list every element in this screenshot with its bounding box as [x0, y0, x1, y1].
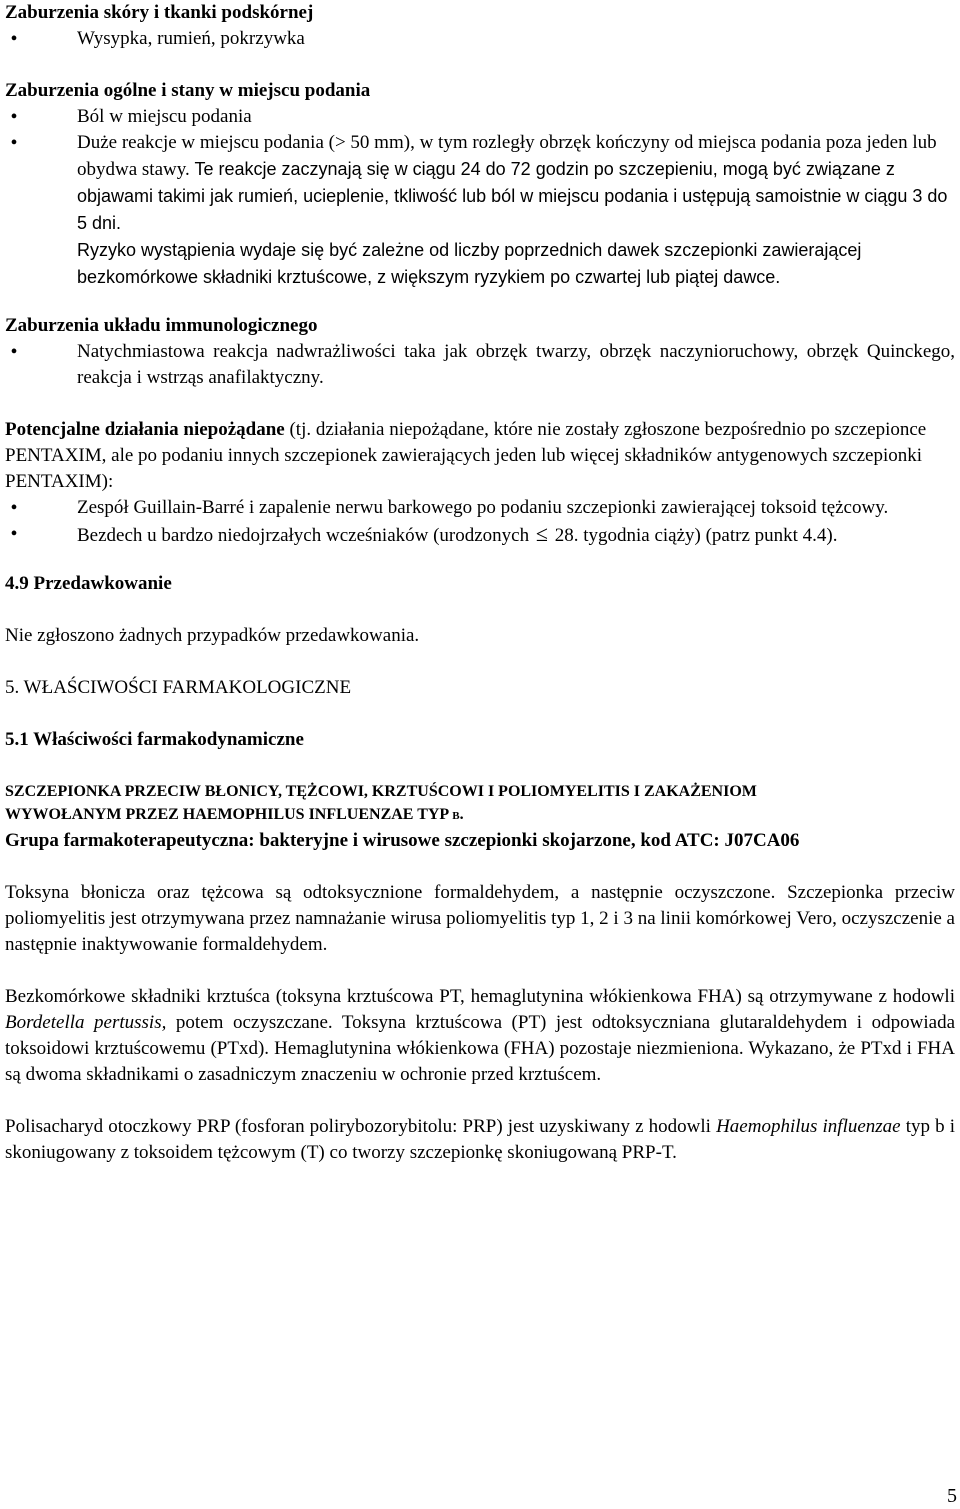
- bullet-icon: •: [10, 497, 18, 519]
- general-list: [5, 104, 955, 291]
- potential-intro: (tj. działania niepożądane, które nie zostały zgłoszone bezpośrednio po szczepionce PENTAXIM, ale po podaniu innych szczepionek zawierających jeden lub więcej składników antygenowych szczepionki PENTAXIM):: [5, 419, 927, 492]
- potential-paragraph: [5, 417, 955, 495]
- list-item-text: 28. tygodnia ciąży) (patrz punkt 4.4).: [549, 525, 838, 546]
- overdose-heading: 4.9 Przedawkowanie: [5, 573, 172, 594]
- skin-list: [5, 26, 955, 52]
- page-number: 5: [947, 1485, 957, 1507]
- immune-heading: Zaburzenia układu immunologicznego: [5, 315, 318, 336]
- bullet-icon: •: [10, 341, 18, 363]
- skin-heading: Zaburzenia skóry i tkanki podskórnej: [5, 2, 314, 23]
- list-item: [5, 104, 955, 130]
- list-item-text: Duże reakcje w miejscu podania (> 50 mm), w tym rozległy obrzęk kończyny od miejsca podania poza jeden lub obydwa stawy.: [77, 132, 937, 180]
- italic-species: Haemophilus influenzae: [716, 1116, 901, 1137]
- list-item-text: Wysypka, rumień, pokrzywka: [77, 28, 305, 49]
- overdose-text: Nie zgłoszono żadnych przypadków przedawkowania.: [5, 625, 420, 646]
- list-item-text-sans: Ryzyko wystąpienia wydaje się być zależne od liczby poprzednich dawek szczepionki zawierającej bezkomórkowe składniki krztuścowe, z większym ryzykiem po czwartej lub piątej dawce.: [77, 240, 862, 287]
- section5-heading: 5. WŁAŚCIWOŚCI FARMAKOLOGICZNE: [5, 677, 352, 698]
- general-heading: Zaburzenia ogólne i stany w miejscu podania: [5, 80, 371, 101]
- list-item: [5, 339, 955, 391]
- list-item-text: Natychmiastowa reakcja nadwrażliwości taka jak obrzęk twarzy, obrzęk naczynioruchowy, obrzęk Quinckego, reakcja i wstrząs anafilaktyczny.: [77, 341, 955, 388]
- bullet-icon: •: [10, 106, 18, 128]
- list-item-text: Bezdech u bardzo niedojrzałych wcześniaków (urodzonych: [77, 525, 534, 546]
- list-item: [5, 521, 955, 549]
- vaccine-name-line2: WYWOŁANYM PRZEZ HAEMOPHILUS INFLUENZAE TYP b.: [5, 806, 464, 823]
- immune-list: [5, 339, 955, 391]
- italic-species: Bordetella pertussis,: [5, 1012, 167, 1033]
- list-item-text-sans: Te reakcje zaczynają się w ciągu 24 do 72 godzin po szczepieniu, mogą być związane z objawami takimi jak rumień, ucieplenie, tkliwość lub ból w miejscu podania i ustępują samoistnie w ciągu 3 do 5 dni.: [77, 159, 948, 233]
- pharmacotherapeutic-group: Grupa farmakoterapeutyczna: bakteryjne i wirusowe szczepionki skojarzone, kod ATC: J07CA06: [5, 830, 800, 851]
- list-item: [5, 26, 955, 52]
- potential-heading: Potencjalne działania niepożądane: [5, 419, 285, 440]
- document-page: [5, 0, 955, 1166]
- less-equal-symbol: ≤: [535, 521, 548, 546]
- text-run: potem oczyszczane. Toksyna krztuścowa (PT) jest odtoksyczniana glutaraldehydem i odpowiada toksoidowi krztuścowemu (PTxd). Hemaglutynina włókienkowa (FHA) pozostaje niezmieniona. Wykazano, że PTxd i FHA są dwoma składnikami o zasadniczym znaczeniu w ochronie przed krztuścem.: [5, 1012, 955, 1085]
- paragraph-toxins: Toksyna błonicza oraz tężcowa są odtoksycznione formaldehydem, a następnie oczyszczone. Szczepionka przeciw poliomyelitis jest otrzymywana przez namnażanie wirusa poliomyelitis typ 1, 2 i 3 na linii komórkowej Vero, oczyszczenie a następnie inaktywowanie formaldehydem.: [5, 882, 955, 955]
- section5-1-heading: 5.1 Właściwości farmakodynamiczne: [5, 729, 304, 750]
- text-run: Polisacharyd otoczkowy PRP (fosforan polirybozorybitolu: PRP) jest uzyskiwany z hodowli: [5, 1116, 717, 1137]
- bullet-icon: •: [10, 132, 18, 154]
- list-item-text: Ból w miejscu podania: [77, 106, 252, 127]
- potential-list: [5, 495, 955, 549]
- paragraph-prp: [5, 1114, 955, 1166]
- bullet-icon: •: [10, 28, 18, 50]
- list-item: [5, 495, 955, 521]
- vaccine-name-line1: SZCZEPIONKA PRZECIW BŁONICY, TĘŻCOWI, KRZTUŚCOWI I POLIOMYELITIS I ZAKAŻENIOM: [5, 783, 757, 800]
- paragraph-pertussis: [5, 984, 955, 1088]
- list-item-text: Zespół Guillain-Barré i zapalenie nerwu barkowego po podaniu szczepionki zawierającej toksoid tężcowy.: [77, 497, 889, 518]
- text-run: typ b i skoniugowany z toksoidem tężcowym (T) co tworzy szczepionkę skoniugowaną PRP-T.: [5, 1116, 955, 1163]
- text-run: Bezkomórkowe składniki krztuśca (toksyna krztuścowa PT, hemaglutynina włókienkowa FHA) są otrzymywane z hodowli: [5, 986, 955, 1007]
- bullet-icon: •: [10, 523, 18, 545]
- list-item: [5, 130, 955, 291]
